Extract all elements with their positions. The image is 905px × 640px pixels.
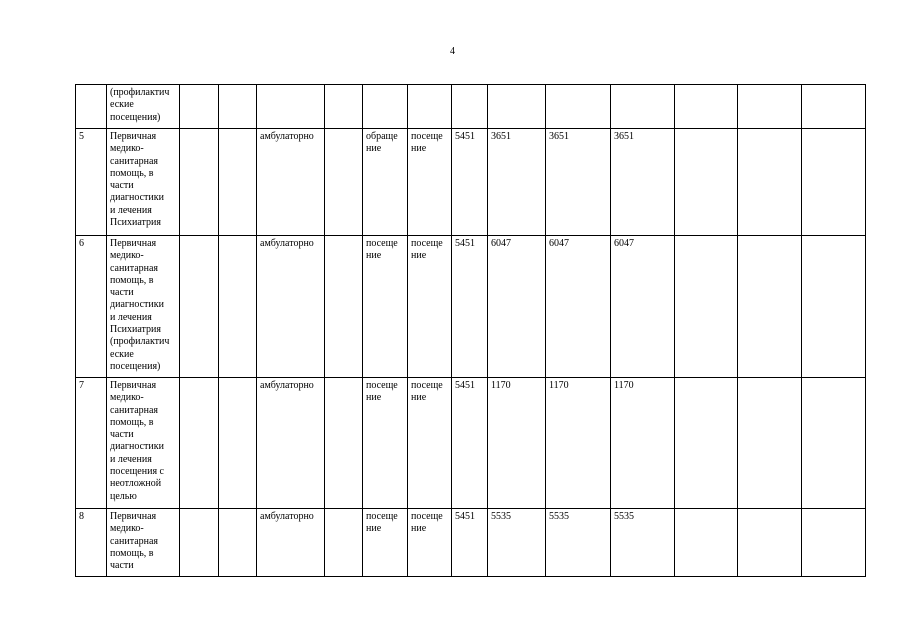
empty-cell — [180, 236, 219, 378]
unit-cell — [408, 85, 452, 129]
table-row — [76, 85, 866, 129]
volume-cell: 5535 — [488, 509, 546, 577]
care-condition-cell: амбулаторно — [257, 129, 325, 236]
empty-cell — [219, 236, 257, 378]
unit-cell: посеще ние — [363, 509, 408, 577]
volume-cell: 5535 — [611, 509, 675, 577]
table-row — [76, 236, 866, 378]
empty-cell — [219, 509, 257, 577]
service-name-cell: Первичная медико- санитарная помощь, в части диагностики и лечения Психиатрия — [107, 129, 180, 236]
unit-cell — [363, 85, 408, 129]
unit-cell: посеще ние — [363, 236, 408, 378]
unit-cell: посеще ние — [363, 378, 408, 509]
empty-cell — [219, 378, 257, 509]
volume-cell: 3651 — [546, 129, 611, 236]
table-row — [76, 129, 866, 236]
empty-cell — [802, 129, 866, 236]
code-cell: 5451 — [452, 378, 488, 509]
care-condition-cell: амбулаторно — [257, 509, 325, 577]
empty-cell — [675, 378, 738, 509]
table-row — [76, 509, 866, 577]
volume-cell: 1170 — [488, 378, 546, 509]
service-name-cell: Первичная медико- санитарная помощь, в части — [107, 509, 180, 577]
empty-cell — [325, 236, 363, 378]
volume-cell: 1170 — [611, 378, 675, 509]
row-number-cell: 7 — [76, 378, 107, 509]
empty-cell — [180, 129, 219, 236]
code-cell — [452, 85, 488, 129]
empty-cell — [802, 236, 866, 378]
medical-services-table — [75, 84, 866, 577]
empty-cell — [738, 378, 802, 509]
service-name-cell: (профилактич еские посещения) — [107, 85, 180, 129]
care-condition-cell: амбулаторно — [257, 378, 325, 509]
volume-cell: 6047 — [488, 236, 546, 378]
empty-cell — [325, 509, 363, 577]
volume-cell — [488, 85, 546, 129]
unit-cell: посеще ние — [408, 378, 452, 509]
empty-cell — [738, 129, 802, 236]
empty-cell — [802, 378, 866, 509]
row-number-cell — [76, 85, 107, 129]
code-cell: 5451 — [452, 129, 488, 236]
volume-cell: 6047 — [546, 236, 611, 378]
empty-cell — [675, 509, 738, 577]
volume-cell — [546, 85, 611, 129]
empty-cell — [675, 236, 738, 378]
care-condition-cell: амбулаторно — [257, 236, 325, 378]
empty-cell — [325, 378, 363, 509]
empty-cell — [802, 85, 866, 129]
unit-cell: посеще ние — [408, 509, 452, 577]
row-number-cell: 5 — [76, 129, 107, 236]
service-name-cell: Первичная медико- санитарная помощь, в части диагностики и лечения Психиатрия (профилактич еские посещения) — [107, 236, 180, 378]
row-number-cell: 8 — [76, 509, 107, 577]
empty-cell — [675, 129, 738, 236]
care-condition-cell — [257, 85, 325, 129]
volume-cell: 3651 — [611, 129, 675, 236]
empty-cell — [675, 85, 738, 129]
row-number-cell: 6 — [76, 236, 107, 378]
empty-cell — [180, 509, 219, 577]
empty-cell — [738, 509, 802, 577]
code-cell: 5451 — [452, 236, 488, 378]
table-row — [76, 378, 866, 509]
page-number: 4 — [450, 46, 455, 57]
empty-cell — [325, 85, 363, 129]
empty-cell — [180, 85, 219, 129]
empty-cell — [325, 129, 363, 236]
unit-cell: обраще ние — [363, 129, 408, 236]
empty-cell — [738, 85, 802, 129]
volume-cell: 6047 — [611, 236, 675, 378]
code-cell: 5451 — [452, 509, 488, 577]
empty-cell — [219, 85, 257, 129]
empty-cell — [219, 129, 257, 236]
volume-cell — [611, 85, 675, 129]
empty-cell — [180, 378, 219, 509]
service-name-cell: Первичная медико- санитарная помощь, в части диагностики и лечения посещения с неотложной целью — [107, 378, 180, 509]
unit-cell: посеще ние — [408, 236, 452, 378]
empty-cell — [802, 509, 866, 577]
empty-cell — [738, 236, 802, 378]
volume-cell: 1170 — [546, 378, 611, 509]
volume-cell: 5535 — [546, 509, 611, 577]
unit-cell: посеще ние — [408, 129, 452, 236]
volume-cell: 3651 — [488, 129, 546, 236]
